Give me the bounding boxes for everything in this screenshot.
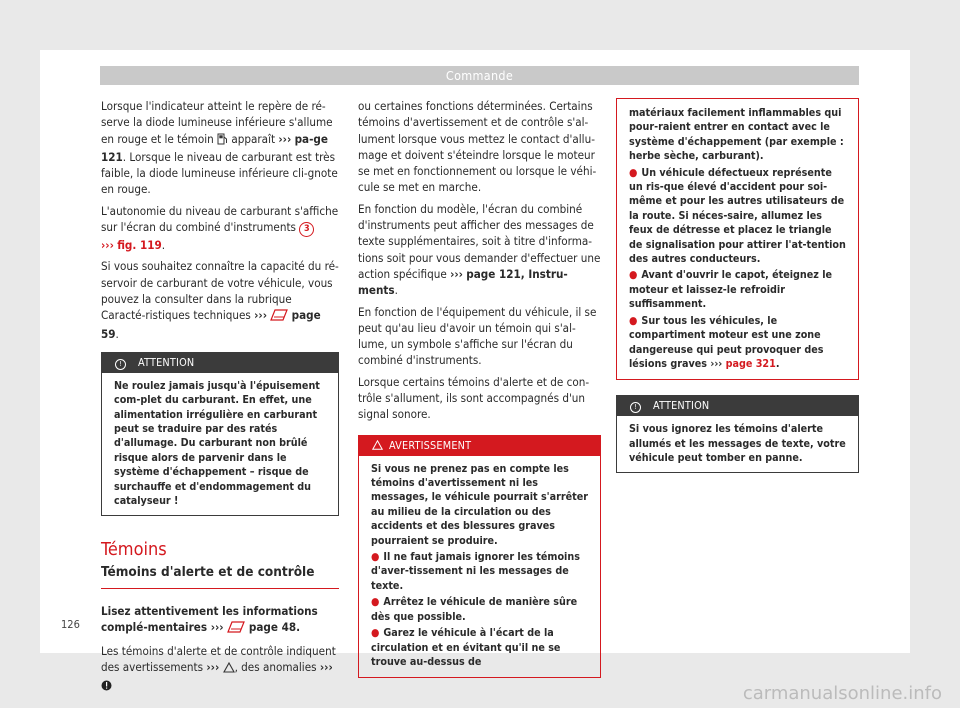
warning-triangle-icon — [372, 437, 383, 457]
link-page-121-instruments[interactable]: page 121, Instru-ments — [358, 266, 568, 298]
callout-badge: 3 — [299, 222, 314, 237]
warning-bullet: ● Il ne faut jamais ignorer les témoins d'aver-tissement ni les messages de texte. — [371, 550, 580, 592]
attention-box-2 — [616, 395, 859, 472]
warning-triangle-icon — [223, 661, 235, 677]
warning-bullet: ● Avant d'ouvrir le capot, éteignez le moteur et laissez-le refroidir suffisamment. — [629, 268, 833, 311]
attention-body: Ne roulez jamais jusqu'à l'épuisement com-plet du carburant. En effet, une alimentation irrégulière en carburant peut se traduire par des ratés d'allumage. Du carburant non brûlé risque alors de parvenir dans le système d'échappement – risque de surchauffe et d'endommagement du catalyseur ! — [114, 378, 320, 508]
page-header: Commande — [100, 66, 859, 85]
warning-bullet: ● Sur tous les véhicules, le compartiment moteur est une zone dangereuse qui peut provoquer des lésions graves ››› page 321. — [629, 313, 824, 370]
info-circle-icon: ! — [630, 402, 641, 413]
attention-body: Si vous ignorez les témoins d'alerte allumés et les messages de texte, votre véhicule peut tomber en panne. — [629, 422, 846, 465]
paragraph-read-info: Lisez attentivement les informations complé-mentaires ››› page 48. — [101, 603, 339, 638]
paragraph-display-messages: En fonction du modèle, l'écran du combiné d'instruments peut afficher des messages de texte supplémentaires, soit à titre d'informa-tions soit pour vous demander d'effectuer une action spécifique ››› page 121, Instru-ments. — [358, 201, 601, 298]
warning-bullet: ● Garez le véhicule à l'écart de la circulation et en évitant qu'il ne se trouve au-dessus de — [371, 626, 561, 668]
paragraph-fuel-reserve: Lorsque l'indicateur atteint le repère de ré-serve la diode lumineuse inférieure s'allume en rouge et le témoin apparaît ››› pa-ge 121. Lorsque le niveau de carburant est très faible, la diode lumineuse inférieure cli-gnote en rouge. — [101, 99, 338, 197]
info-filled-icon — [101, 679, 112, 695]
warning-box-continued — [616, 98, 859, 380]
link-page-59[interactable]: page 59 — [101, 308, 321, 341]
subsection-title: Témoins d'alerte et de contrôle — [101, 563, 315, 580]
warning-box — [358, 435, 601, 679]
link-page-121[interactable]: pa-ge 121 — [101, 131, 328, 164]
column-2 — [358, 98, 601, 678]
link-fig-119[interactable]: fig. 119 — [117, 238, 162, 253]
info-circle-icon: ! — [115, 359, 126, 370]
column-3 — [616, 98, 859, 473]
book-reference-icon — [270, 309, 288, 325]
warning-intro: Si vous ne prenez pas en compte les témoins d'avertissement ni les messages, le véhicule pourrait s'arrêter au milieu de la circulation ou des accidents et des blessures graves pourraient se produire. — [371, 461, 588, 547]
warning-title: AVERTISSEMENT — [389, 438, 472, 452]
book-reference-icon — [227, 621, 245, 637]
warning-bullet: ● Arrêtez le véhicule de manière sûre dès que possible. — [371, 595, 578, 623]
column-1 — [101, 98, 339, 701]
attention-title: ATTENTION — [138, 355, 195, 369]
link-page-321[interactable]: page 321 — [725, 356, 776, 370]
paragraph-tank-capacity: Si vous souhaitez connaître la capacité du ré-servoir de carburant de votre véhicule, vous pouvez la consulter dans la rubrique Caracté-ristiques techniques ››› page 59. — [101, 259, 339, 341]
paragraph-lamps: ou certaines fonctions déterminées. Certains témoins d'avertissement et de contrôle s'al-lument lorsque vous mettez le contact d'allu-mage et doivent s'éteindre lorsque le moteur se met en fonctionnement ou lorsque le véhi-cule se met en marche. — [358, 99, 597, 195]
warning-bullet: ● Un véhicule défectueux représente un ris-que élevé d'accident pour soi-même et pour les autres utilisateurs de la route. Si néces-saire, allumez les feux de détresse et placez le triangle de signalisation pour attirer l'at-tention des autres conducteurs. — [629, 165, 846, 266]
fuel-pump-icon — [217, 133, 228, 149]
page-number: 126 — [61, 618, 80, 631]
warning-cont-intro: matériaux facilement inflammables qui pour-raient entrer en contact avec le système d'échappement (par exemple : herbe sèche, carburant). — [629, 106, 844, 163]
link-page-48[interactable]: page 48 — [248, 620, 297, 635]
paragraph-autonomy: L'autonomie du niveau de carburant s'affiche sur l'écran du combiné d'instruments 3 ››› fig. 119. — [101, 203, 339, 253]
attention-title: ATTENTION — [653, 399, 710, 413]
attention-box-1 — [101, 352, 339, 516]
paragraph-equipment: En fonction de l'équipement du véhicule, il se peut qu'au lieu d'avoir un témoin qui s'al-lume, un symbole s'affiche sur l'écran du combiné d'instruments. — [358, 304, 597, 368]
section-title: Témoins — [101, 538, 167, 560]
subsection-divider — [101, 582, 339, 589]
paragraph-warnings-intro: Les témoins d'alerte et de contrôle indiquent des avertissements ››› , des anomalies ››› — [101, 643, 339, 696]
watermark: carmanualsonline.info — [742, 683, 942, 704]
paragraph-sound: Lorsque certains témoins d'alerte et de con-trôle s'allument, ils sont accompagnés d'un signal sonore. — [358, 374, 590, 422]
